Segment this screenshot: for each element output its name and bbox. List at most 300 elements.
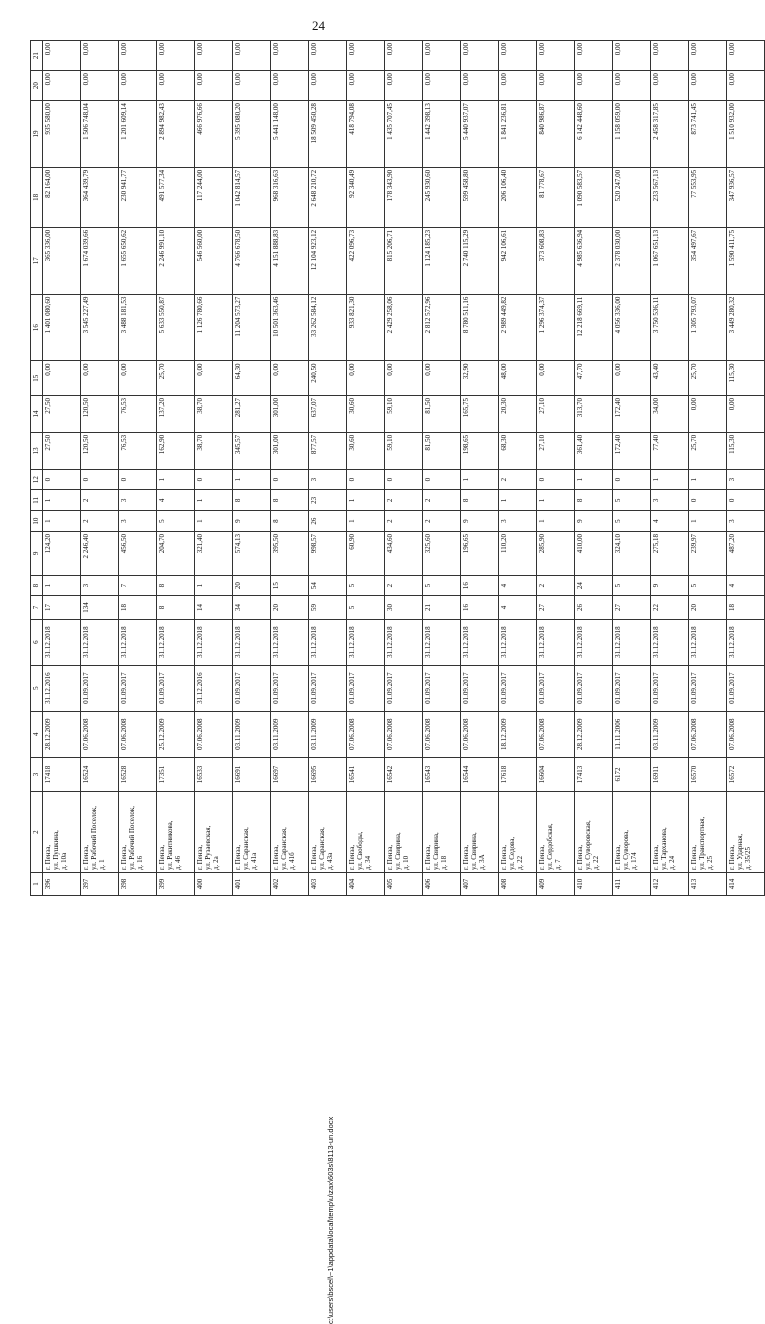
table-row	[233, 41, 271, 896]
table-cell: 17418	[43, 757, 81, 792]
table-cell: 1	[537, 490, 575, 511]
table-cell: 23	[309, 490, 347, 511]
table-cell: 0,00	[233, 41, 271, 71]
table-cell: 25.12.2009	[157, 711, 195, 757]
address-cell: г. Пенза, ул. Тарханова, д. 24	[651, 792, 689, 873]
table-cell: 5	[613, 575, 651, 596]
column-number-header: 18	[31, 167, 43, 227]
table-cell: 3 488 181,53	[119, 294, 157, 361]
table-cell: 410,00	[575, 531, 613, 575]
table-cell: 3	[651, 490, 689, 511]
table-cell: 01.09.2017	[575, 665, 613, 711]
table-cell: 01.09.2017	[347, 665, 385, 711]
table-cell: 16911	[651, 757, 689, 792]
table-cell: 8	[233, 490, 271, 511]
address-cell: г. Пенза, ул. Свирина, д. 10	[385, 792, 423, 873]
table-cell: 92 340,49	[347, 167, 385, 227]
table-cell: 0	[537, 469, 575, 490]
table-cell: 59,10	[385, 396, 423, 433]
table-cell: 27,10	[537, 396, 575, 433]
table-cell: 120,50	[81, 396, 119, 433]
table-cell: 0,00	[157, 71, 195, 101]
table-cell: 17413	[575, 757, 613, 792]
table-cell: 01.09.2017	[119, 665, 157, 711]
table-cell: 2 894 982,43	[157, 101, 195, 168]
table-cell: 2	[81, 511, 119, 532]
address-cell: г. Пенза, ул. Седова, д. 22	[499, 792, 537, 873]
table-cell: 81 778,67	[537, 167, 575, 227]
table-cell: 275,18	[651, 531, 689, 575]
table-cell: 2 246,40	[81, 531, 119, 575]
table-cell: 2 429 258,06	[385, 294, 423, 361]
table-cell: 0,00	[499, 71, 537, 101]
table-cell: 07.06.2008	[537, 711, 575, 757]
table-cell: 281,27	[233, 396, 271, 433]
address-cell: г. Пенза, ул. Пушкина, д. 10а	[43, 792, 81, 873]
table-cell: 0,00	[423, 361, 461, 396]
table-cell: 0,00	[461, 41, 499, 71]
table-cell: 411	[613, 872, 651, 895]
table-cell: 3	[119, 511, 157, 532]
table-cell: 401	[233, 872, 271, 895]
column-number-header: 2	[31, 792, 43, 873]
column-number-header: 9	[31, 531, 43, 575]
table-cell: 2 246 991,10	[157, 227, 195, 294]
table-cell: 403	[309, 872, 347, 895]
table-cell: 0	[347, 469, 385, 490]
table-cell: 8	[157, 596, 195, 619]
table-cell: 574,13	[233, 531, 271, 575]
table-cell: 31.12.2018	[119, 619, 157, 665]
table-row	[727, 41, 765, 896]
table-cell: 413	[689, 872, 727, 895]
column-number-header: 4	[31, 711, 43, 757]
table-cell: 30	[385, 596, 423, 619]
table-cell: 1 305 793,07	[689, 294, 727, 361]
table-cell: 117 244,00	[195, 167, 233, 227]
table-cell: 28.12.2009	[43, 711, 81, 757]
table-cell: 422 096,73	[347, 227, 385, 294]
table-cell: 16570	[689, 757, 727, 792]
table-cell: 76,53	[119, 432, 157, 469]
table-cell: 2	[385, 575, 423, 596]
rotated-table-container	[30, 40, 752, 1324]
address-cell: г. Пенза, ул. Саранская, д. 43а	[309, 792, 347, 873]
table-cell: 1 296 374,37	[537, 294, 575, 361]
table-cell: 16691	[233, 757, 271, 792]
table-cell: 873 741,45	[689, 101, 727, 168]
table-cell: 3 545 227,49	[81, 294, 119, 361]
table-cell: 301,00	[271, 396, 309, 433]
table-cell: 59,10	[385, 432, 423, 469]
table-cell: 8 780 511,16	[461, 294, 499, 361]
table-cell: 1 201 609,14	[119, 101, 157, 168]
table-row	[271, 41, 309, 896]
table-cell: 01.09.2017	[385, 665, 423, 711]
table-cell: 2	[385, 511, 423, 532]
table-cell: 0,00	[537, 41, 575, 71]
table-cell: 68,30	[499, 432, 537, 469]
table-cell: 31.12.2018	[651, 619, 689, 665]
table-cell: 0,00	[43, 361, 81, 396]
table-cell: 14	[195, 596, 233, 619]
table-cell: 31.12.2016	[43, 665, 81, 711]
table-cell: 3	[119, 490, 157, 511]
table-cell: 1	[347, 511, 385, 532]
table-cell: 0	[613, 469, 651, 490]
table-cell: 5 440 937,07	[461, 101, 499, 168]
table-cell: 59	[309, 596, 347, 619]
table-cell: 301,00	[271, 432, 309, 469]
table-cell: 24	[575, 575, 613, 596]
table-cell: 0,00	[727, 41, 765, 71]
table-cell: 0,00	[727, 396, 765, 433]
table-cell: 07.06.2008	[461, 711, 499, 757]
table-cell: 0,00	[271, 71, 309, 101]
column-number-header: 13	[31, 432, 43, 469]
table-cell: 408	[499, 872, 537, 895]
table-cell: 0,00	[271, 41, 309, 71]
table-cell: 520 247,00	[613, 167, 651, 227]
table-cell: 466 976,66	[195, 101, 233, 168]
table-cell: 398	[119, 872, 157, 895]
table-cell: 0,00	[195, 41, 233, 71]
table-cell: 0	[423, 469, 461, 490]
column-number-header: 6	[31, 619, 43, 665]
table-row	[423, 41, 461, 896]
table-cell: 20	[271, 596, 309, 619]
table-cell: 0,00	[119, 41, 157, 71]
table-cell: 1	[651, 469, 689, 490]
address-cell: г. Пенза, ул. Рабочий Поселок, д. 1	[81, 792, 119, 873]
table-cell: 22	[651, 596, 689, 619]
table-cell: 1	[43, 575, 81, 596]
table-cell: 64,30	[233, 361, 271, 396]
table-cell: 5 441 148,00	[271, 101, 309, 168]
column-number-header: 3	[31, 757, 43, 792]
column-number-header: 11	[31, 490, 43, 511]
table-cell: 206 106,40	[499, 167, 537, 227]
table-cell: 2 648 210,72	[309, 167, 347, 227]
table-cell: 0,00	[613, 71, 651, 101]
table-cell: 18	[119, 596, 157, 619]
table-cell: 2	[537, 575, 575, 596]
table-cell: 10 501 363,46	[271, 294, 309, 361]
table-cell: 31.12.2018	[309, 619, 347, 665]
table-cell: 404	[347, 872, 385, 895]
table-cell: 0,00	[423, 71, 461, 101]
table-cell: 3 750 536,11	[651, 294, 689, 361]
table-cell: 8	[575, 490, 613, 511]
table-cell: 409	[537, 872, 575, 895]
table-cell: 16544	[461, 757, 499, 792]
table-cell: 31.12.2018	[575, 619, 613, 665]
table-cell: 0,00	[575, 41, 613, 71]
table-cell: 5	[347, 575, 385, 596]
table-cell: 1 655 650,62	[119, 227, 157, 294]
address-cell: г. Пенза, ул. Ударная, д. 35/25	[727, 792, 765, 873]
table-cell: 07.06.2008	[347, 711, 385, 757]
column-number-header: 12	[31, 469, 43, 490]
table-cell: 1	[195, 490, 233, 511]
table-cell: 230 941,77	[119, 167, 157, 227]
table-cell: 81,50	[423, 396, 461, 433]
table-cell: 399	[157, 872, 195, 895]
table-cell: 8	[461, 490, 499, 511]
table-row	[119, 41, 157, 896]
address-cell: г. Пенза, ул. Свирина, д. 3А	[461, 792, 499, 873]
table-cell: 410	[575, 872, 613, 895]
table-cell: 03.11.2009	[271, 711, 309, 757]
table-cell: 16695	[309, 757, 347, 792]
table-cell: 239,97	[689, 531, 727, 575]
table-cell: 418 794,08	[347, 101, 385, 168]
table-cell: 0	[81, 469, 119, 490]
table-cell: 16	[461, 575, 499, 596]
table-cell: 9	[461, 511, 499, 532]
table-cell: 0,00	[347, 41, 385, 71]
table-cell: 20,30	[499, 396, 537, 433]
table-cell: 31.12.2018	[81, 619, 119, 665]
table-cell: 27	[613, 596, 651, 619]
column-number-header: 15	[31, 361, 43, 396]
table-cell: 1 124 185,23	[423, 227, 461, 294]
table-cell: 968 316,63	[271, 167, 309, 227]
table-cell: 1	[461, 469, 499, 490]
table-cell: 120,50	[81, 432, 119, 469]
table-cell: 2 378 030,00	[613, 227, 651, 294]
table-cell: 354 497,67	[689, 227, 727, 294]
table-cell: 395,50	[271, 531, 309, 575]
column-number-header: 8	[31, 575, 43, 596]
table-cell: 9	[233, 511, 271, 532]
table-cell: 134	[81, 596, 119, 619]
table-cell: 31.12.2018	[195, 619, 233, 665]
table-cell: 0,00	[385, 41, 423, 71]
table-cell: 2	[499, 469, 537, 490]
table-cell: 9	[651, 575, 689, 596]
table-cell: 0	[727, 490, 765, 511]
address-cell: г. Пенза, ул. Рабочий Поселок, д. 16	[119, 792, 157, 873]
table-cell: 1 674 039,66	[81, 227, 119, 294]
table-cell: 17351	[157, 757, 195, 792]
table-cell: 0,00	[537, 361, 575, 396]
table-cell: 16543	[423, 757, 461, 792]
table-cell: 31.12.2018	[423, 619, 461, 665]
table-row	[81, 41, 119, 896]
table-cell: 233 567,13	[651, 167, 689, 227]
table-cell: 361,40	[575, 432, 613, 469]
table-cell: 20	[689, 596, 727, 619]
table-row	[537, 41, 575, 896]
table-cell: 18 509 450,28	[309, 101, 347, 168]
table-cell: 01.09.2017	[651, 665, 689, 711]
table-cell: 16541	[347, 757, 385, 792]
table-row	[347, 41, 385, 896]
table-cell: 33 262 584,12	[309, 294, 347, 361]
table-cell: 321,40	[195, 531, 233, 575]
table-cell: 01.09.2017	[309, 665, 347, 711]
table-cell: 38,70	[195, 396, 233, 433]
table-cell: 2 740 115,29	[461, 227, 499, 294]
table-cell: 373 608,83	[537, 227, 575, 294]
table-cell: 5 633 550,87	[157, 294, 195, 361]
table-row	[613, 41, 651, 896]
table-cell: 25,70	[157, 361, 195, 396]
table-cell: 8	[157, 575, 195, 596]
table-cell: 347 936,57	[727, 167, 765, 227]
table-cell: 172,40	[613, 432, 651, 469]
table-cell: 2 458 317,85	[651, 101, 689, 168]
table-cell: 124,20	[43, 531, 81, 575]
table-cell: 43,40	[651, 361, 689, 396]
table-cell: 1	[43, 511, 81, 532]
table-cell: 27,10	[537, 432, 575, 469]
table-cell: 0,00	[347, 71, 385, 101]
table-cell: 12 104 923,12	[309, 227, 347, 294]
table-row	[689, 41, 727, 896]
table-row	[461, 41, 499, 896]
table-cell: 03.11.2009	[233, 711, 271, 757]
table-cell: 198,65	[461, 432, 499, 469]
table-cell: 03.11.2009	[309, 711, 347, 757]
table-cell: 0,00	[651, 71, 689, 101]
table-cell: 0,00	[537, 71, 575, 101]
table-row	[651, 41, 689, 896]
table-cell: 0,00	[461, 71, 499, 101]
column-number-header: 10	[31, 511, 43, 532]
table-cell: 0,00	[689, 396, 727, 433]
table-cell: 487,20	[727, 531, 765, 575]
table-cell: 5	[613, 511, 651, 532]
table-cell: 137,20	[157, 396, 195, 433]
column-number-header: 17	[31, 227, 43, 294]
table-cell: 48,00	[499, 361, 537, 396]
table-cell: 933 821,30	[347, 294, 385, 361]
table-cell: 0,00	[575, 71, 613, 101]
table-cell: 01.09.2017	[689, 665, 727, 711]
address-cell: г. Пенза, ул. Саранская, д. 41а	[233, 792, 271, 873]
table-cell: 0,00	[119, 71, 157, 101]
table-cell: 30,60	[347, 396, 385, 433]
table-cell: 5	[613, 490, 651, 511]
table-cell: 77 553,95	[689, 167, 727, 227]
table-cell: 4 985 636,94	[575, 227, 613, 294]
table-cell: 07.06.2008	[195, 711, 233, 757]
table-cell: 0	[689, 490, 727, 511]
table-cell: 1 126 780,66	[195, 294, 233, 361]
table-cell: 815 206,71	[385, 227, 423, 294]
table-cell: 31.12.2018	[461, 619, 499, 665]
table-cell: 0,00	[727, 71, 765, 101]
table-cell: 25,70	[689, 432, 727, 469]
table-cell: 405	[385, 872, 423, 895]
table-cell: 01.09.2017	[613, 665, 651, 711]
table-cell: 01.09.2017	[537, 665, 575, 711]
table-cell: 1 590 411,75	[727, 227, 765, 294]
table-cell: 1	[195, 511, 233, 532]
table-cell: 81,50	[423, 432, 461, 469]
table-cell: 31.12.2018	[727, 619, 765, 665]
table-cell: 27,50	[43, 432, 81, 469]
table-cell: 07.06.2008	[385, 711, 423, 757]
column-number-header: 21	[31, 41, 43, 71]
table-cell: 16524	[81, 757, 119, 792]
table-cell: 4	[651, 511, 689, 532]
table-cell: 5	[423, 575, 461, 596]
column-number-header: 16	[31, 294, 43, 361]
table-cell: 345,57	[233, 432, 271, 469]
table-cell: 11.11.2006	[613, 711, 651, 757]
address-cell: г. Пенза, ул. Свободы, д. 34	[347, 792, 385, 873]
table-cell: 1	[43, 490, 81, 511]
table-cell: 0,00	[81, 71, 119, 101]
table-cell: 27,50	[43, 396, 81, 433]
table-cell: 07.06.2008	[689, 711, 727, 757]
table-cell: 31.12.2018	[347, 619, 385, 665]
table-cell: 0,00	[157, 41, 195, 71]
table-cell: 16604	[537, 757, 575, 792]
table-cell: 01.09.2017	[423, 665, 461, 711]
address-cell: г. Пенза, ул. Саранская, д. 41б	[271, 792, 309, 873]
table-cell: 01.09.2017	[81, 665, 119, 711]
table-cell: 0,00	[81, 41, 119, 71]
table-cell: 1 442 398,13	[423, 101, 461, 168]
table-cell: 17618	[499, 757, 537, 792]
table-cell: 0,00	[689, 71, 727, 101]
table-cell: 1	[499, 490, 537, 511]
table-cell: 16533	[195, 757, 233, 792]
table-row	[575, 41, 613, 896]
column-number-header: 14	[31, 396, 43, 433]
table-cell: 31.12.2016	[195, 665, 233, 711]
table-cell: 30,60	[347, 432, 385, 469]
table-cell: 1 435 707,45	[385, 101, 423, 168]
table-cell: 456,50	[119, 531, 157, 575]
table-cell: 2	[385, 490, 423, 511]
table-cell: 34	[233, 596, 271, 619]
table-cell: 2	[423, 490, 461, 511]
table-cell: 0	[271, 469, 309, 490]
column-number-header: 19	[31, 101, 43, 168]
table-cell: 0	[119, 469, 157, 490]
table-cell: 16572	[727, 757, 765, 792]
table-cell: 546 560,00	[195, 227, 233, 294]
table-cell: 1	[689, 511, 727, 532]
table-cell: 0,00	[613, 361, 651, 396]
table-cell: 4	[727, 575, 765, 596]
table-cell: 2 989 449,82	[499, 294, 537, 361]
table-cell: 0,00	[385, 361, 423, 396]
table-cell: 3	[309, 469, 347, 490]
table-cell: 1	[537, 511, 575, 532]
table-cell: 31.12.2018	[271, 619, 309, 665]
table-cell: 17	[43, 596, 81, 619]
address-cell: г. Пенза, ул. Суворовская, д. 22	[575, 792, 613, 873]
table-cell: 400	[195, 872, 233, 895]
table-cell: 0,00	[309, 71, 347, 101]
table-cell: 3	[727, 469, 765, 490]
table-cell: 998,57	[309, 531, 347, 575]
table-cell: 16528	[119, 757, 157, 792]
table-cell: 01.09.2017	[233, 665, 271, 711]
table-row	[157, 41, 195, 896]
table-cell: 4 151 888,83	[271, 227, 309, 294]
table-cell: 365 336,00	[43, 227, 81, 294]
table-cell: 115,30	[727, 361, 765, 396]
table-cell: 3 449 280,32	[727, 294, 765, 361]
table-cell: 32,90	[461, 361, 499, 396]
